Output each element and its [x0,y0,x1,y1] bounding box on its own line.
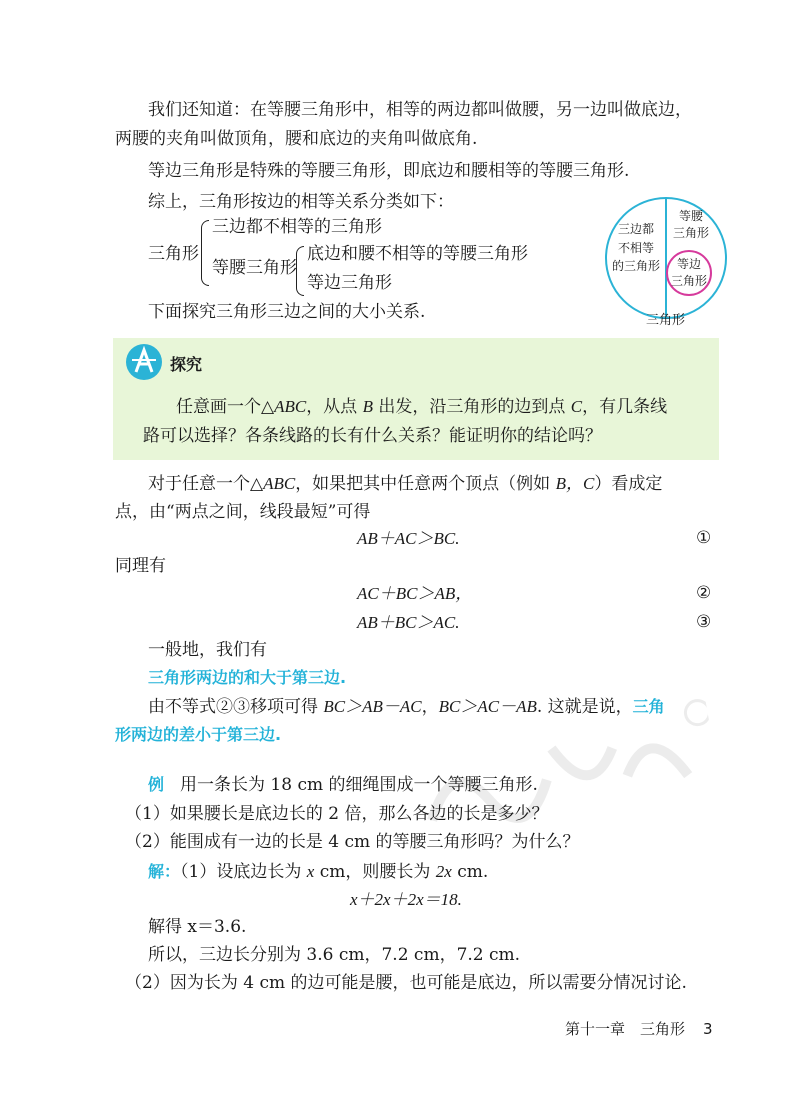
theorem-difference: 形两边的差小于第三边. [115,725,282,744]
solution-part2: （2）因为长为 4 cm 的边可能是腰，也可能是底边，所以需要分情况讨论. [125,973,687,993]
paragraph-explore-lead: 下面探究三角形三边之间的大小关系. [148,302,426,322]
explore-line1: 任意画一个△ABC，从点 B 出发，沿三角形的边到点 C，有几条线 [176,397,668,417]
reasoning-derive: 由不等式②③移项可得 BC＞AB－AC，BC＞AC－AB. 这就是说，三角 [148,697,665,717]
venn-equilateral-line1: 等边 [676,257,701,271]
explore-line2: 路可以选择？各条线路的长有什么关系？能证明你的结论吗？ [143,426,602,446]
venn-left-line2: 不相等 [617,240,654,255]
reasoning-general: 一般地，我们有 [148,640,267,660]
venn-equilateral-line2: 三角形 [670,273,707,288]
inequality-3: AB＋BC＞AC. [357,613,460,632]
solution-result: 所以，三边长分别为 3.6 cm，7.2 cm，7.2 cm. [148,945,521,965]
inequality-1-number: ① [696,528,712,548]
classification-root: 三角形 [148,244,199,264]
reasoning-line1: 对于任意一个△ABC，如果把其中任意两个顶点（例如 B，C）看成定 [148,474,663,494]
venn-isosceles-line1: 等腰 [678,209,703,223]
classification-isosceles: 等腰三角形 [212,258,297,278]
brace-left [201,220,209,286]
classification-scalene: 三边都不相等的三角形 [212,217,382,237]
explore-title: 探究 [170,355,203,374]
venn-caption: 三角形 [646,313,686,328]
example-statement: 例 用一条长为 18 cm 的细绳围成一个等腰三角形. [148,775,538,795]
example-label: 例 [148,775,165,794]
classification-equilateral: 等边三角形 [307,273,392,293]
paragraph-equilateral: 等边三角形是特殊的等腰三角形，即底边和腰相等的等腰三角形. [148,161,630,181]
solution-solve: 解得 x＝3.6. [148,917,247,937]
brace-right [296,246,304,296]
solution-equation: x＋2x＋2x＝18. [350,890,462,909]
footer-chapter: 第十一章 三角形 [565,1020,686,1038]
inequality-2: AC＋BC＞AB， [357,584,473,603]
solution-label: 解： [148,862,181,881]
explore-icon [124,342,164,382]
inequality-2-number: ② [696,583,712,603]
solution-part1: 解：（1）设底边长为 x cm，则腰长为 2x cm. [148,862,489,882]
inequality-3-number: ③ [696,612,712,632]
theorem-sum: 三角形两边的和大于第三边. [148,668,347,687]
inequality-1: AB＋AC＞BC. [357,529,460,548]
venn-left-line3: 的三角形 [611,259,660,274]
triangle-venn-diagram [604,196,728,320]
page-number: 3 [703,1020,713,1038]
reasoning-same: 同理有 [115,556,166,576]
venn-left-line1: 三边都 [617,222,654,236]
paragraph-classification-intro: 综上，三角形按边的相等关系分类如下： [148,192,454,212]
paragraph-definition-line1: 我们还知道：在等腰三角形中，相等的两边都叫做腰，另一边叫做底边， [148,100,692,120]
venn-isosceles-line2: 三角形 [672,226,709,241]
classification-isosceles-nonequal: 底边和腰不相等的等腰三角形 [307,244,528,264]
example-question-1: （1）如果腰长是底边长的 2 倍，那么各边的长是多少？ [125,804,549,824]
example-question-2: （2）能围成有一边的长是 4 cm 的等腰三角形吗？为什么？ [125,832,580,852]
paragraph-definition-line2: 两腰的夹角叫做顶角，腰和底边的夹角叫做底角. [115,129,478,149]
reasoning-line2: 点，由“两点之间，线段最短”可得 [115,502,371,522]
